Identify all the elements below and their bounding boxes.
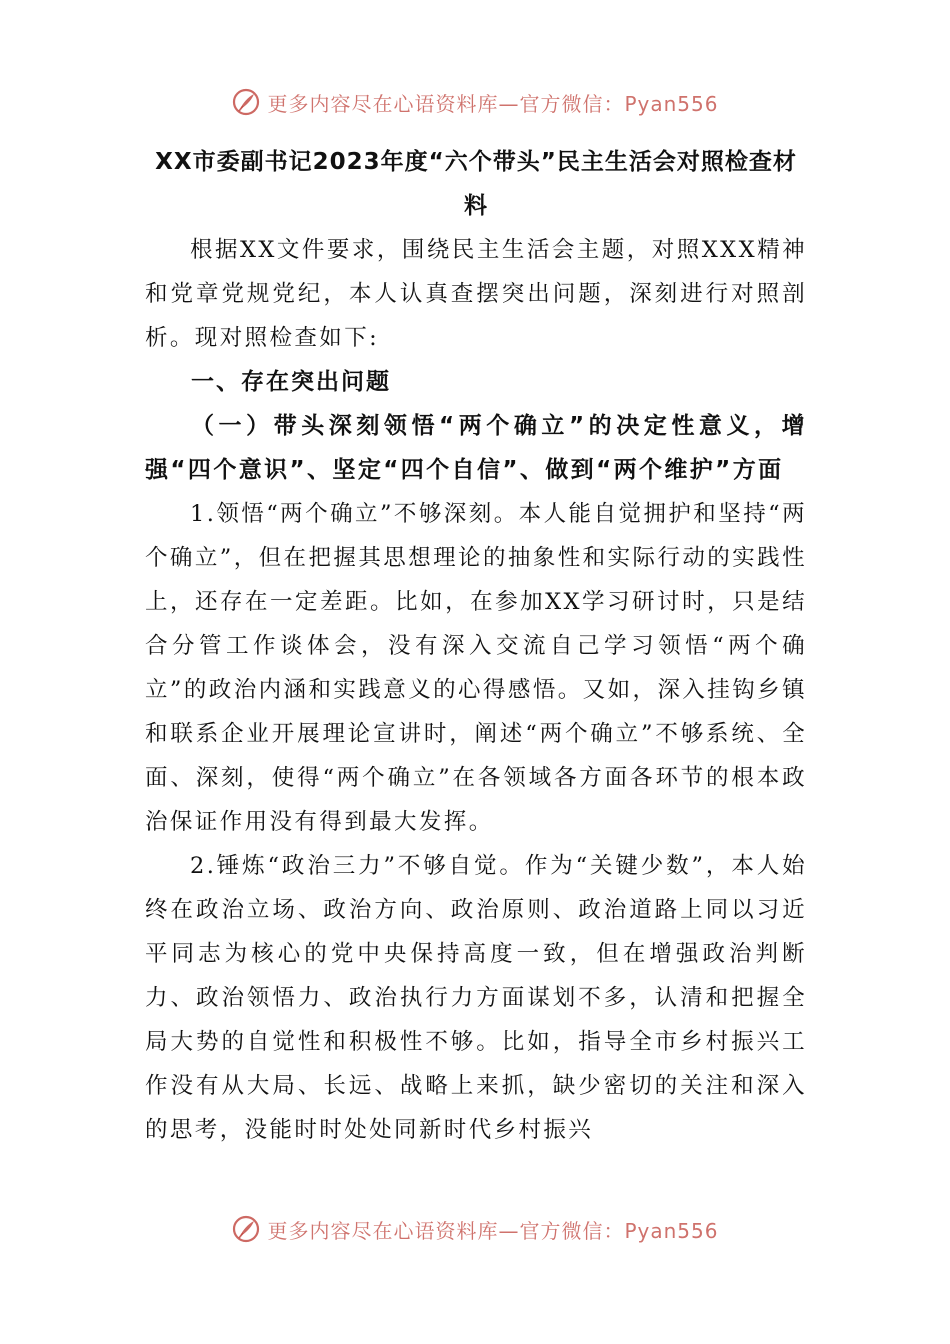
- watermark-text: 更多内容尽在心语资料库—官方微信：Pyan556: [267, 91, 719, 116]
- watermark-header: [0, 82, 950, 122]
- body-paragraph-1: 1.领悟“两个确立”不够深刻。本人能自觉拥护和坚持“两个确立”，但在把握其思想理论的抽象性和实际行动的实践性上，还存在一定差距。比如，在参加XX学习研讨时，只是结合分管工作谈体会，没有深入交流自己学习领悟“两个确立”的政治内涵和实践意义的心得感悟。又如，深入挂钩乡镇和联系企业开展理论宣讲时，阐述“两个确立”不够系统、全面、深刻，使得“两个确立”在各领域各方面各环节的根本政治保证作用没有得到最大发挥。: [145, 501, 807, 835]
- document-body: [145, 140, 807, 1152]
- watermark-text: 更多内容尽在心语资料库—官方微信：Pyan556: [267, 1218, 719, 1243]
- intro-paragraph: 根据XX文件要求，围绕民主生活会主题，对照XXX精神和党章党规党纪，本人认真查摆突出问题，深刻进行对照剖析。现对照检查如下:: [145, 237, 807, 351]
- body-paragraph-2: 2.锤炼“政治三力”不够自觉。作为“关键少数”，本人始终在政治立场、政治方向、政治原则、政治道路上同以习近平同志为核心的党中央保持高度一致，但在增强政治判断力、政治领悟力、政治执行力方面谋划不多，认清和把握全局大势的自觉性和积极性不够。比如，指导全市乡村振兴工作没有从大局、长远、战略上来抓，缺少密切的关注和深入的思考，没能时时处处同新时代乡村振兴: [145, 853, 807, 1143]
- document-title: XX市委副书记2023年度“六个带头”民主生活会对照检查材料: [155, 149, 797, 219]
- feather-pen-logo-icon: [231, 87, 261, 117]
- watermark-footer: [0, 1209, 950, 1249]
- feather-pen-logo-icon: [231, 1214, 261, 1244]
- section-heading: 一、存在突出问题: [191, 369, 391, 395]
- subsection-heading: （一）带头深刻领悟“两个确立”的决定性意义，增强“四个意识”、坚定“四个自信”、做到“两个维护”方面: [145, 413, 807, 483]
